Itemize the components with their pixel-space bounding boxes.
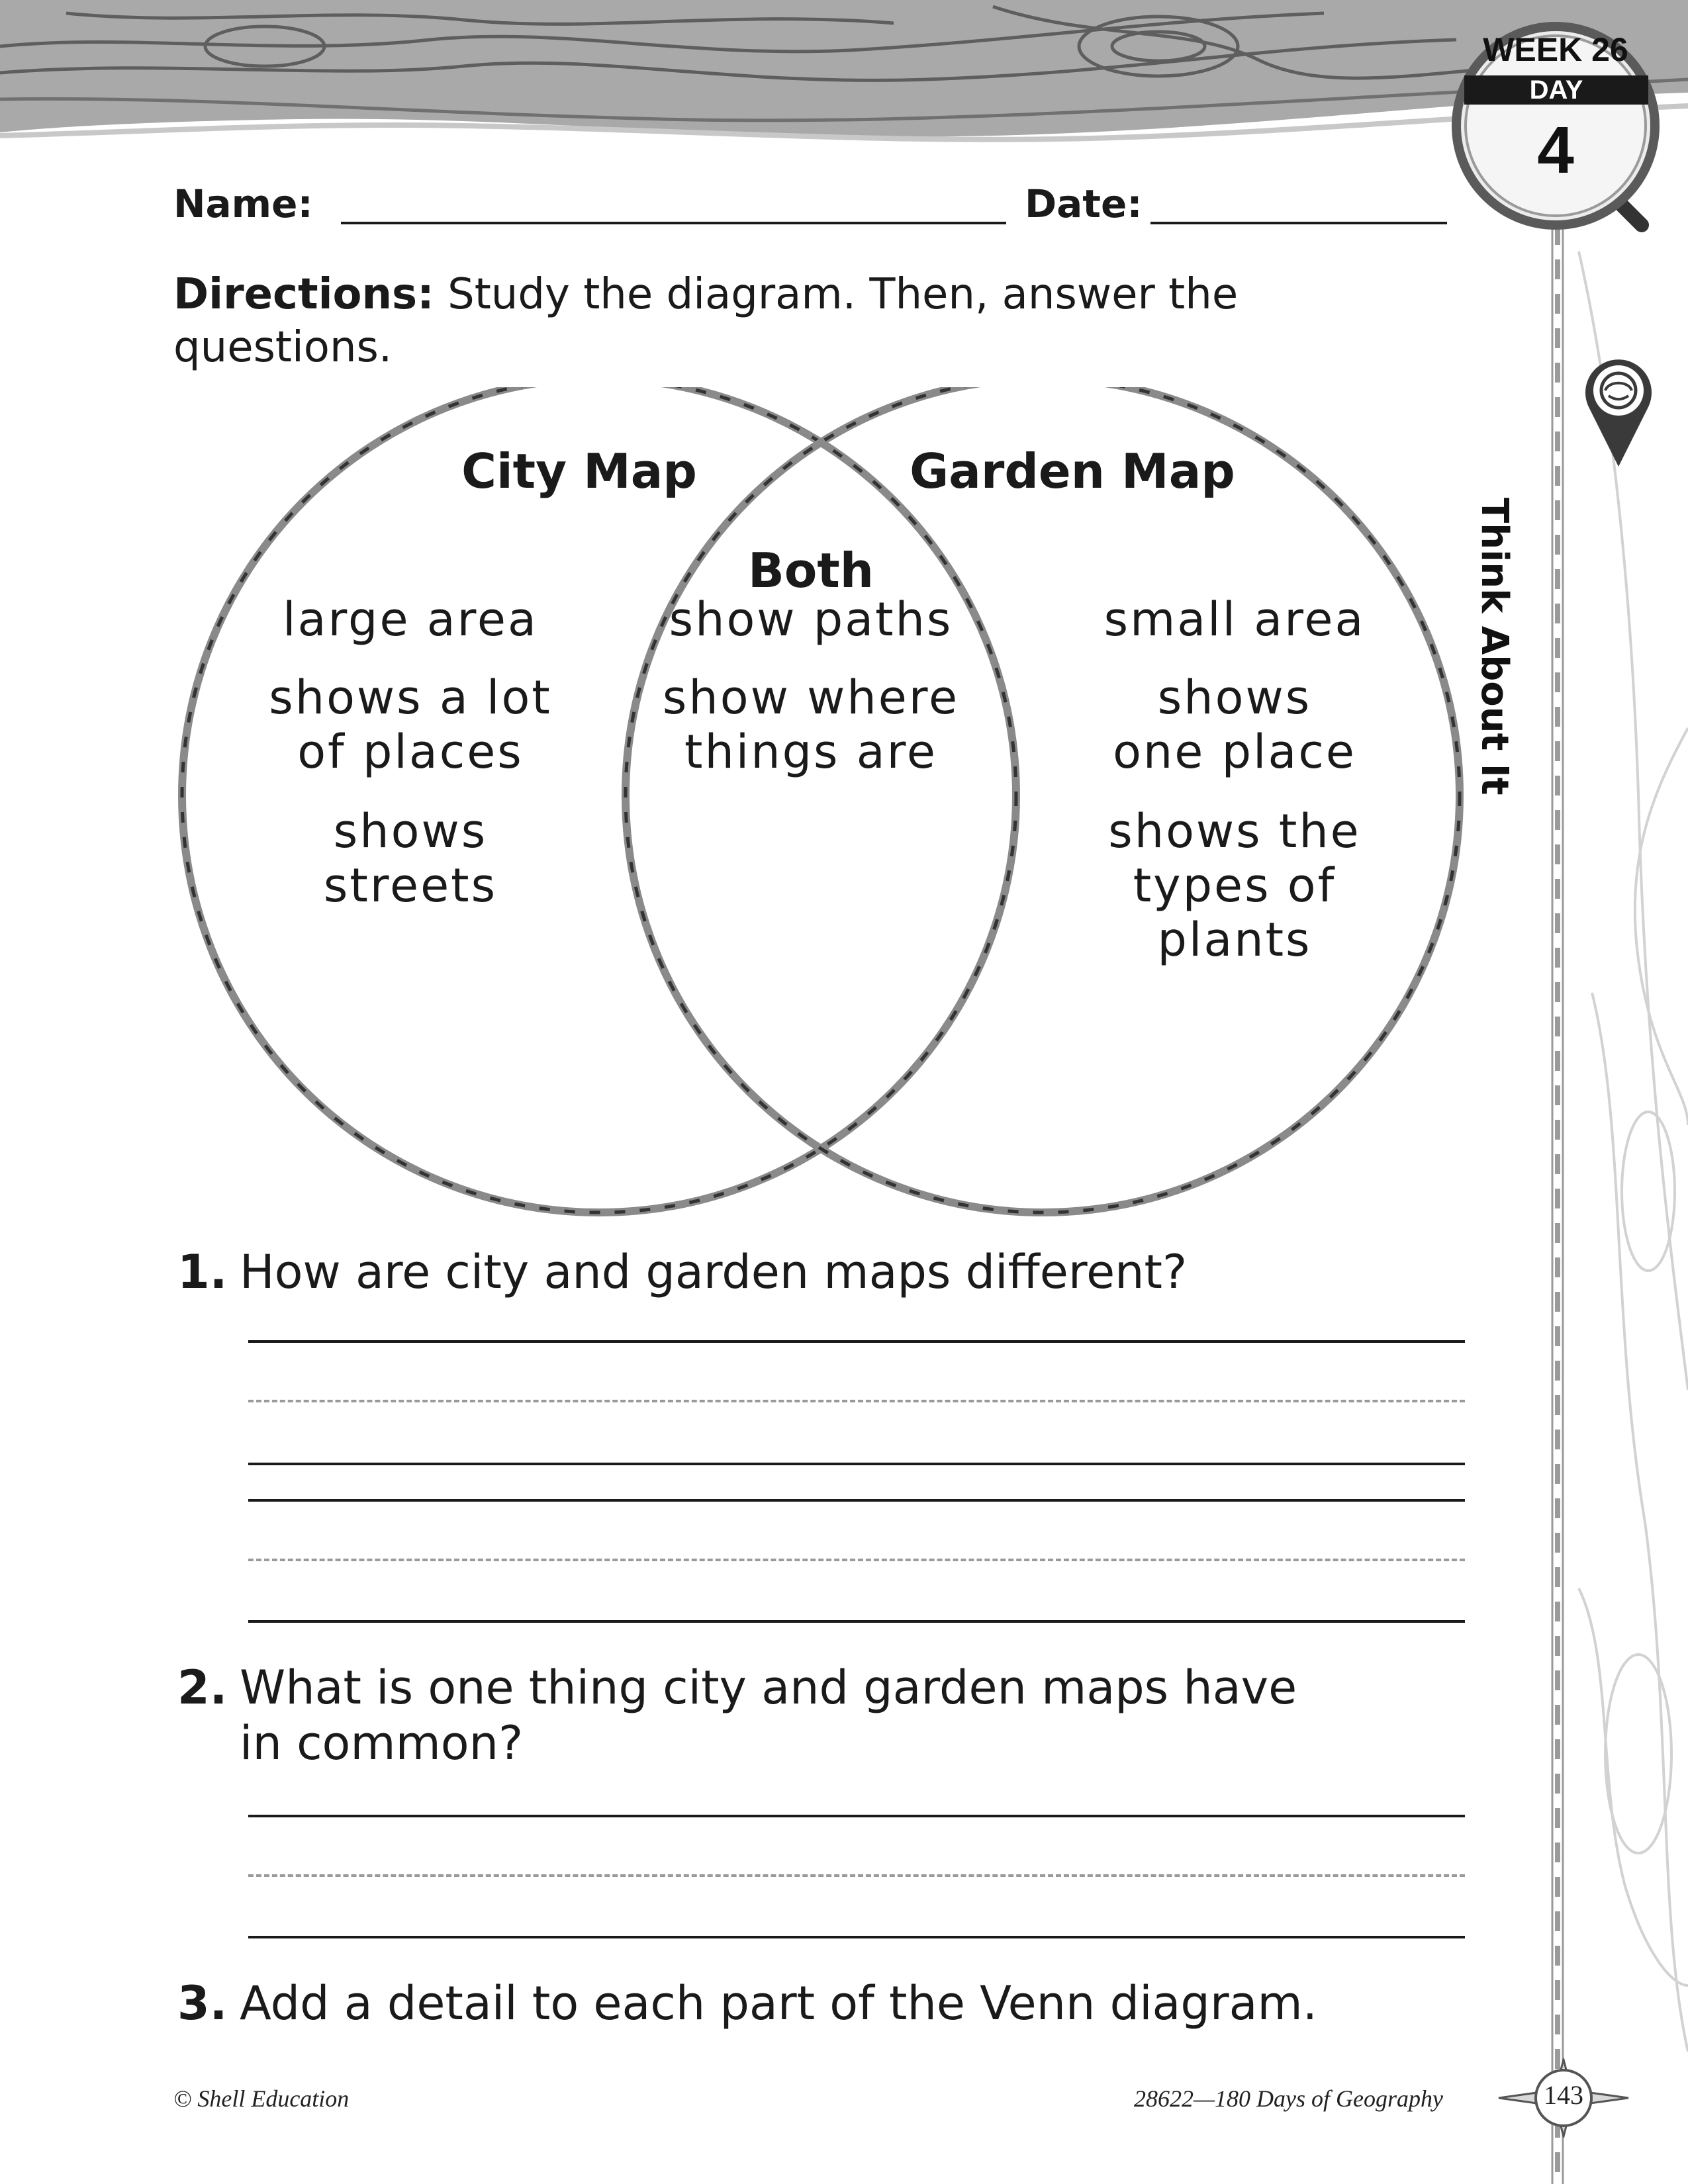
week-label: WEEK 26 <box>1483 31 1628 68</box>
question-1-text: How are city and garden maps different? <box>240 1245 1188 1299</box>
venn-left-item: shows a lot of places <box>269 670 552 779</box>
answer-guide-line <box>248 1400 1465 1402</box>
name-label: Name: <box>173 181 313 226</box>
venn-right-title: Garden Map <box>910 443 1235 499</box>
venn-left-item: shows streets <box>323 804 498 913</box>
answer-line[interactable] <box>248 1463 1465 1465</box>
name-field[interactable] <box>341 222 1006 224</box>
directions <box>173 268 1398 374</box>
footer-copyright: © Shell Education <box>173 2085 350 2112</box>
venn-right-circle <box>626 387 1460 1212</box>
brain-location-pin-icon <box>1582 351 1655 470</box>
answer-line[interactable] <box>248 1499 1465 1502</box>
answer-guide-line <box>248 1874 1465 1877</box>
answer-line[interactable] <box>248 1620 1465 1623</box>
page-number: 143 <box>1544 2080 1583 2110</box>
map-border-strip <box>1539 0 1688 2184</box>
answer-line[interactable] <box>248 1815 1465 1817</box>
answer-line[interactable] <box>248 1340 1465 1343</box>
venn-right-item: shows the types of plants <box>1108 804 1361 967</box>
venn-center-item: show where things are <box>662 670 960 779</box>
venn-center-item: show paths <box>669 592 953 647</box>
question-3-text: Add a detail to each part of the Venn diagram. <box>240 1976 1317 2030</box>
question-2-text: What is one thing city and garden maps have in common? <box>240 1661 1297 1770</box>
answer-line[interactable] <box>248 1936 1465 1938</box>
venn-left-title: City Map <box>461 443 697 499</box>
directions-text: Study the diagram. Then, answer the questions. <box>173 270 1239 372</box>
venn-right-item: small area <box>1103 592 1366 647</box>
directions-label: Directions: <box>173 270 434 319</box>
day-label: DAY <box>1464 75 1648 105</box>
answer-guide-line <box>248 1559 1465 1561</box>
day-number: 4 <box>1537 113 1574 187</box>
venn-left-item: large area <box>283 592 538 647</box>
venn-right-item: shows one place <box>1113 670 1356 779</box>
date-label: Date: <box>1025 181 1143 226</box>
question-1-number: 1. <box>177 1245 228 1299</box>
venn-left-circle <box>182 387 1016 1212</box>
question-3-number: 3. <box>177 1976 228 2030</box>
question-2-number: 2. <box>177 1661 228 1715</box>
date-field[interactable] <box>1150 222 1447 224</box>
venn-center-title: Both <box>747 543 874 598</box>
section-title: Think About It <box>1473 498 1516 796</box>
footer-book-title: 28622—180 Days of Geography <box>1134 2085 1443 2112</box>
